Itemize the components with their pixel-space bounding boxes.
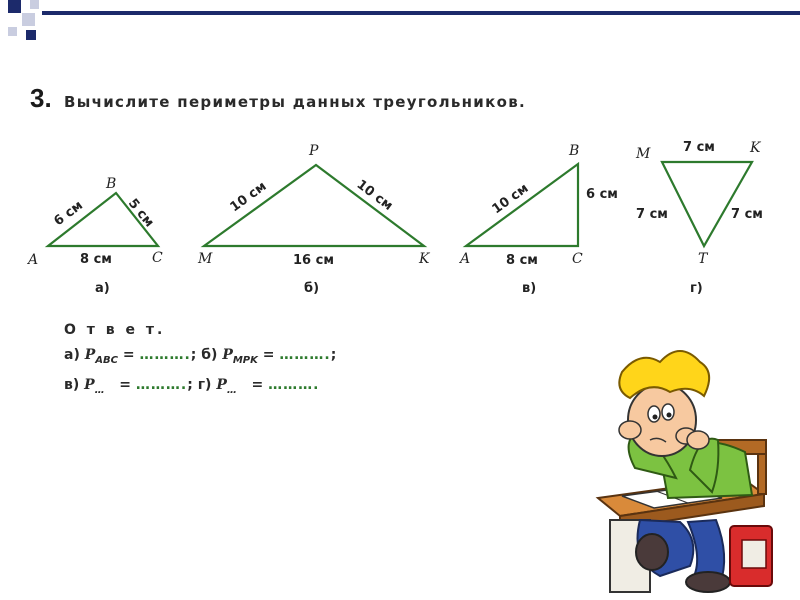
side-b-mk: 16 см: [293, 253, 334, 268]
answer-row-1: а) $P_{ABC}$ = ……….; б) $P_{MPK}$ = ……….;: [64, 347, 337, 366]
side-c-ab: 10 см: [489, 181, 532, 218]
caption-a: а): [95, 281, 110, 296]
side-a-ab: 6 см: [51, 198, 86, 230]
blank-mpk: ……….: [279, 347, 331, 363]
side-d-mk: 7 см: [683, 140, 715, 155]
side-a-ac: 8 см: [80, 252, 112, 267]
side-b-pk: 10 см: [353, 177, 396, 214]
vertex-c-B: B: [569, 143, 580, 159]
side-a-bc: 5 см: [124, 196, 157, 231]
vertex-c-A: A: [460, 251, 471, 267]
blank-c: ……….: [135, 376, 188, 393]
task-number: 3.: [30, 83, 52, 113]
blank-d: ……….: [268, 376, 320, 393]
vertex-d-T: T: [698, 251, 708, 267]
side-d-kt: 7 см: [731, 207, 763, 222]
side-d-mt: 7 см: [636, 207, 668, 222]
vertex-b-P: P: [309, 143, 319, 159]
answer-title: О т в е т.: [64, 322, 166, 338]
caption-c: в): [522, 281, 537, 296]
side-b-mp: 10 см: [227, 179, 270, 216]
task-text: Вычислите периметры данных треугольников.: [64, 93, 526, 111]
vertex-a-C: C: [152, 250, 163, 266]
vertex-b-M: M: [198, 251, 213, 267]
vertex-a-A: A: [28, 252, 39, 268]
vertex-c-C: C: [572, 251, 583, 267]
caption-b: б): [304, 281, 320, 296]
side-c-ac: 8 см: [506, 253, 538, 268]
vertex-d-K: K: [750, 140, 761, 156]
side-c-bc: 6 см: [586, 187, 618, 202]
blank-abc: ……….: [139, 347, 191, 363]
answer-row-2: в) $P_\dots$ = ……….; г) $P_\dots$ = ……….: [64, 376, 320, 396]
vertex-d-M: M: [636, 146, 651, 162]
vertex-b-K: K: [419, 251, 430, 267]
vertex-a-B: B: [106, 176, 117, 192]
caption-d: г): [690, 281, 703, 296]
